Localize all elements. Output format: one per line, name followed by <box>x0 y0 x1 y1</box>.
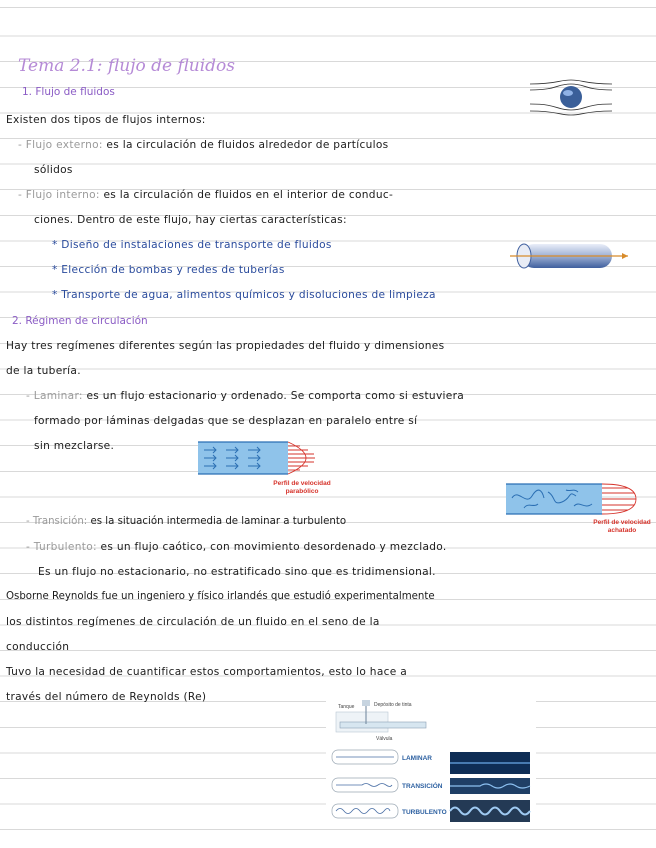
reynolds-text-2: los distintos regímenes de circulación de un fluido en el seno de la <box>6 616 380 628</box>
intro-text: Existen dos tipos de flujos internos: <box>6 114 206 126</box>
externo-text-2: sólidos <box>34 164 73 176</box>
reynolds-text-4: Tuvo la necesidad de cuantificar estos comportamientos, esto lo hace a <box>6 666 408 678</box>
reynolds-top-label-3: Válvula <box>376 736 393 742</box>
externo-text-1: es la circulación de fluidos alrededor de partículos <box>106 139 389 151</box>
pipe-figure <box>510 238 630 274</box>
turbulento-label: - Turbulento: <box>26 541 97 553</box>
laminar-text-3: sin mezclarse. <box>34 440 115 452</box>
laminar-label: - Laminar: <box>26 390 83 402</box>
bullet-item: * Transporte de agua, alimentos químicos y disoluciones de limpieza <box>52 289 436 301</box>
transicion-label: - Transición: <box>26 516 88 527</box>
reynolds-top-label-2: Depósito de tinta <box>374 702 412 708</box>
reynolds-top-label-1: Tanque <box>338 704 355 710</box>
transicion-line <box>26 516 346 527</box>
interno-label: - Flujo interno: <box>18 189 100 201</box>
page-title: Tema 2.1: flujo de fluidos <box>18 56 236 76</box>
laminar-text-1: es un flujo estacionario y ordenado. Se comporta como si estuviera <box>86 390 465 402</box>
flow-around-sphere-figure <box>528 78 614 118</box>
reynolds-text-3: conducción <box>6 641 70 653</box>
laminar-text-2: formado por láminas delgadas que se desplazan en paralelo entre sí <box>34 415 418 427</box>
interno-text-1: es la circulación de fluidos en el interior de conduc- <box>103 189 394 201</box>
regimen-text-1: Hay tres regímenes diferentes según las propiedades del fluido y dimensiones <box>6 340 445 352</box>
externo-line-1 <box>18 139 592 151</box>
turbulento-text-2: Es un flujo no estacionario, no estratificado sino que es tridimensional. <box>38 566 436 578</box>
turbulent-profile-figure <box>504 478 652 536</box>
interno-text-2: ciones. Dentro de este flujo, hay ciertas características: <box>34 214 347 226</box>
bullet-item: * Elección de bombas y redes de tuberías <box>52 264 285 276</box>
section-heading-flujo: 1. Flujo de fluidos <box>22 86 115 98</box>
laminar-line-1 <box>26 390 464 402</box>
reynolds-text-5: través del número de Reynolds (Re) <box>6 691 207 703</box>
section-heading-regimen: 2. Régimen de circulación <box>12 315 148 327</box>
regimen-text-2: de la tubería. <box>6 365 81 377</box>
reynolds-label-transicion: TRANSICIÓN <box>402 783 443 790</box>
externo-label: - Flujo externo: <box>18 139 103 151</box>
turbulent-caption-2: achatado <box>607 527 637 534</box>
reynolds-text-1: Osborne Reynolds fue un ingeniero y físico irlandés que estudió experimentalmente <box>6 591 435 602</box>
reynolds-label-turbulento: TURBULENTO <box>402 809 447 816</box>
laminar-caption-2: parabólico <box>285 488 319 495</box>
turbulent-caption-1: Perfil de velocidad <box>593 519 651 526</box>
laminar-profile-figure <box>196 436 336 498</box>
turbulento-text-1: es un flujo caótico, con movimiento desordenado y mezclado. <box>100 541 447 553</box>
bullet-item: * Diseño de instalaciones de transporte de fluidos <box>52 239 332 251</box>
reynolds-experiment-figure <box>326 698 536 826</box>
turbulento-line-1 <box>26 541 447 553</box>
laminar-caption-1: Perfil de velocidad <box>273 480 331 487</box>
transicion-text: es la situación intermedia de laminar a turbulento <box>90 516 347 527</box>
reynolds-label-laminar: LAMINAR <box>402 755 432 762</box>
interno-line-1 <box>18 189 393 201</box>
